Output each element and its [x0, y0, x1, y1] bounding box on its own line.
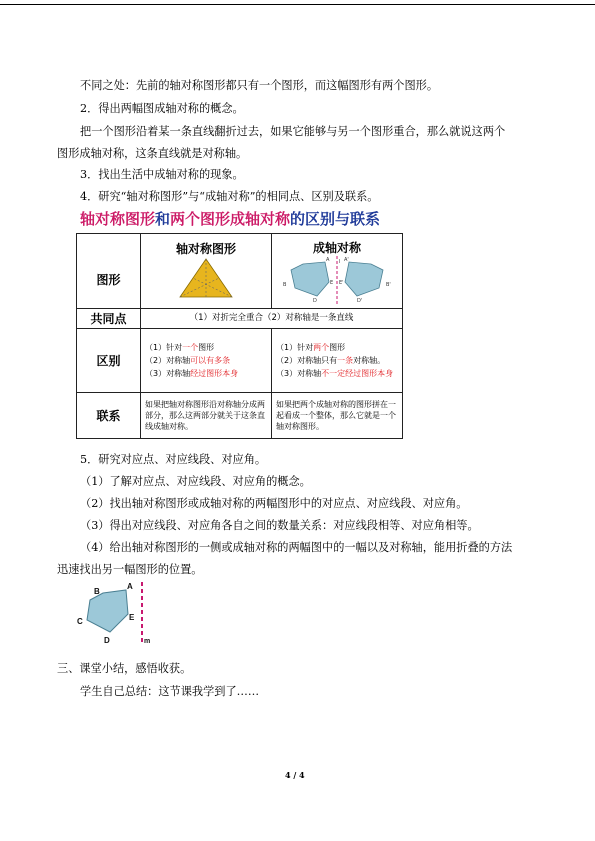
row-header-difference: 区别	[77, 329, 141, 393]
link-right-text: 如果把两个成轴对称的图形拼在一起看成一个整体，那么它就是一个轴对称图形。	[272, 393, 403, 439]
paragraph-line: 把一个图形沿着某一条直线翻折过去，如果它能够与另一个图形重合，那么就说这两个	[80, 125, 506, 138]
title-part: 轴对称图形	[80, 210, 156, 228]
difference-left-cell	[141, 329, 272, 393]
paragraph-line: 迅速找出另一幅图形的位置。	[57, 563, 203, 576]
diff-line: （1）针对两个图形	[276, 343, 346, 352]
symmetric-pentagons-icon	[273, 256, 401, 304]
vertex-label: B	[283, 282, 287, 288]
symmetric-pair-cell	[272, 234, 403, 309]
axis-label-m: m	[144, 638, 151, 645]
page-top-rule	[0, 4, 595, 5]
paragraph-line: （1）了解对应点、对应线段、对应角的概念。	[80, 475, 311, 488]
paragraph-line: （2）找出轴对称图形或成轴对称的两幅图形中的对应点、对应线段、对应角。	[80, 497, 468, 510]
common-points-text: （1）对折完全重合（2）对称轴是一条直线	[141, 309, 403, 329]
column-header-symmetric-pair: 成轴对称	[312, 241, 361, 255]
vertex-label: A	[326, 257, 330, 263]
column-header-axis-figure: 轴对称图形	[175, 242, 236, 256]
comparison-figure-title	[80, 208, 380, 229]
paragraph-line: 4．研究“轴对称图形”与“成轴对称”的相同点、区别及联系。	[80, 190, 379, 203]
title-part: 和	[155, 210, 171, 228]
vertex-label-a: A	[127, 582, 133, 591]
vertex-label-d: D	[104, 636, 110, 645]
title-part: 两个图形成轴对称	[170, 210, 291, 228]
comparison-table	[76, 233, 403, 439]
title-part: 的区别与联系	[290, 210, 381, 228]
paragraph-line: （4）给出轴对称图形的一侧或成轴对称的两幅图中的一幅以及对称轴，能用折叠的方法	[80, 541, 513, 554]
triangle-icon	[176, 257, 236, 299]
diff-line: （3）对称轴不一定经过图形本身	[276, 369, 394, 378]
vertex-label: E	[330, 280, 334, 286]
triangle-figure-cell	[141, 234, 272, 309]
axis-label-l: l	[339, 259, 341, 265]
paragraph-line: 5．研究对应点、对应线段、对应角。	[80, 453, 267, 466]
vertex-label-e: E	[129, 613, 135, 622]
diff-line: （2）对称轴可以有多条	[145, 356, 231, 365]
section-heading: 三、课堂小结，感悟收获。	[57, 662, 192, 675]
paragraph-line: （3）得出对应线段、对应角各自之间的数量关系：对应线段相等、对应角相等。	[80, 519, 479, 532]
vertex-label: A'	[344, 257, 349, 263]
vertex-label-c: C	[77, 617, 83, 626]
diff-line: （1）针对一个图形	[145, 343, 215, 352]
diff-line: （3）对称轴经过图形本身	[145, 369, 239, 378]
difference-right-cell	[272, 329, 403, 393]
paragraph-line: 不同之处：先前的轴对称图形都只有一个图形，而这幅图形有两个图形。	[80, 79, 439, 92]
vertex-label: D'	[357, 298, 363, 304]
vertex-label: B'	[386, 282, 391, 288]
paragraph-line: 图形成轴对称，这条直线就是对称轴。	[57, 147, 248, 160]
vertex-label-b: B	[94, 587, 100, 596]
paragraph-line: 学生自己总结：这节课我学到了……	[80, 685, 260, 698]
row-header-link: 联系	[77, 393, 141, 439]
page-number: 4 / 4	[285, 770, 305, 780]
row-header-figure: 图形	[77, 234, 141, 309]
vertex-label: D	[313, 298, 317, 304]
paragraph-line: 3．找出生活中成轴对称的现象。	[80, 168, 244, 181]
diff-line: （2）对称轴只有一条对称轴。	[276, 356, 386, 365]
row-header-common: 共同点	[77, 309, 141, 329]
paragraph-line: 2．得出两幅图成轴对称的概念。	[80, 102, 244, 115]
pentagon-with-axis-figure	[70, 580, 160, 648]
link-left-text: 如果把轴对称图形沿对称轴分成两部分，那么这两部分就关于这条直线成轴对称。	[141, 393, 272, 439]
vertex-label: E'	[339, 280, 344, 286]
